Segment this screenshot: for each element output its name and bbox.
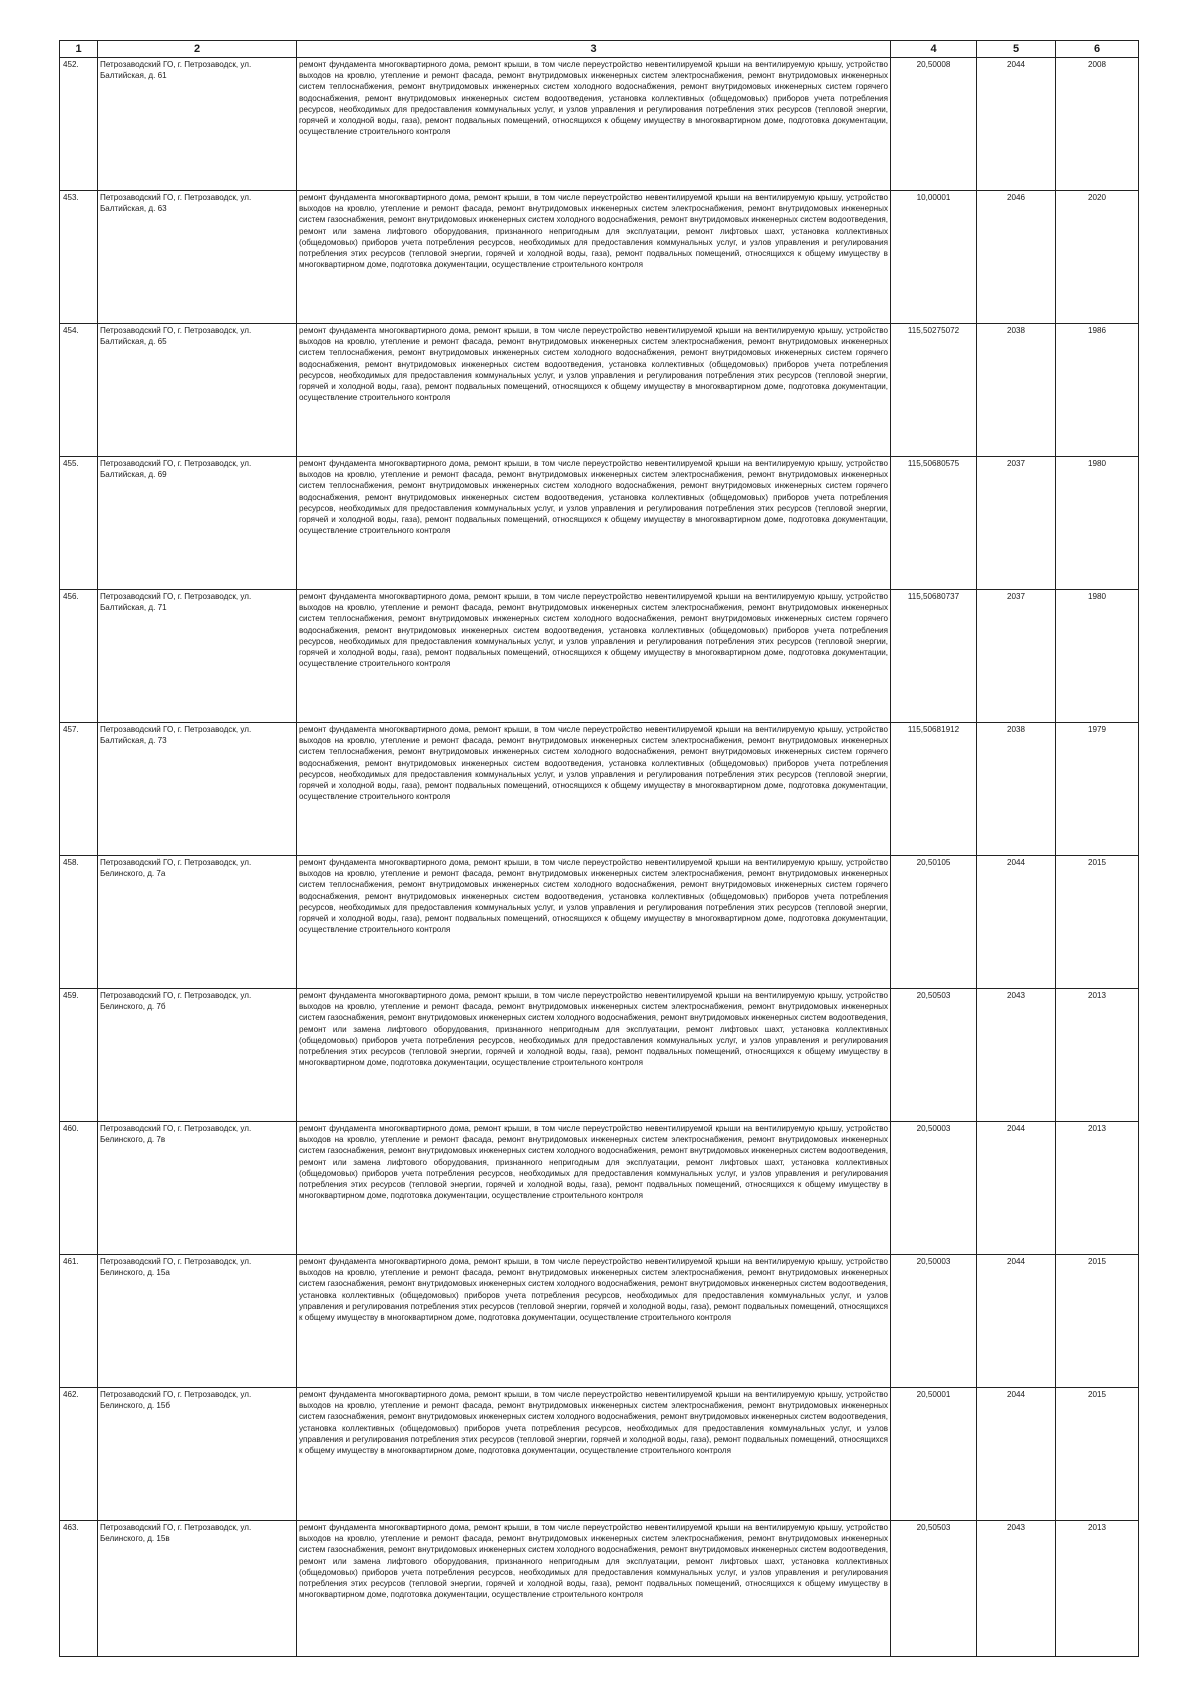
reference-year: 1980: [1056, 590, 1139, 723]
house-address: Петрозаводский ГО, г. Петрозаводск, ул. Балтийская, д. 65: [98, 324, 297, 457]
row-number: 460.: [60, 1122, 98, 1255]
capital-repair-table: [59, 40, 1139, 1657]
row-number: 452.: [60, 58, 98, 191]
repair-works: ремонт фундамента многоквартирного дома, ремонт крыши, в том числе переустройство невентилируемой крыши на вентилируемую крышу, устройство выходов на кровлю, утепление и ремонт фасада, ремонт внутридомовых инженерных систем электроснабжения, ремонт внутридомовых инженерных систем теплоснабжения, ремонт внутридомовых инженерных систем холодного водоснабжения, ремонт внутридомовых инженерных систем горячего водоснабжения, ремонт внутридомовых инженерных систем водоотведения, установка коллективных (общедомовых) приборов учета потребления ресурсов, необходимых для предоставления коммунальных услуг, и узлов управления и регулирования потребления этих ресурсов (тепловой энергии, горячей и холодной воды, газа), ремонт подвальных помещений, относящихся к общему имуществу в многоквартирном доме, подготовка документации, осуществление строительного контроля: [297, 58, 891, 191]
header-row: [60, 41, 1139, 58]
reference-year: 2013: [1056, 989, 1139, 1122]
row-number: 461.: [60, 1255, 98, 1388]
cost-value: 20,50503: [891, 989, 977, 1122]
reference-year: 1980: [1056, 457, 1139, 590]
cost-value: 20,50008: [891, 58, 977, 191]
row-number: 463.: [60, 1521, 98, 1657]
planned-year: 2038: [977, 723, 1056, 856]
planned-year: 2044: [977, 1255, 1056, 1388]
repair-works: ремонт фундамента многоквартирного дома, ремонт крыши, в том числе переустройство невентилируемой крыши на вентилируемую крышу, устройство выходов на кровлю, утепление и ремонт фасада, ремонт внутридомовых инженерных систем электроснабжения, ремонт внутридомовых инженерных систем теплоснабжения, ремонт внутридомовых инженерных систем холодного водоснабжения, ремонт внутридомовых инженерных систем горячего водоснабжения, ремонт внутридомовых инженерных систем водоотведения, установка коллективных (общедомовых) приборов учета потребления ресурсов, необходимых для предоставления коммунальных услуг, и узлов управления и регулирования потребления этих ресурсов (тепловой энергии, горячей и холодной воды, газа), ремонт подвальных помещений, относящихся к общему имуществу в многоквартирном доме, подготовка документации, осуществление строительного контроля: [297, 723, 891, 856]
row-number: 455.: [60, 457, 98, 590]
cost-value: 20,50003: [891, 1122, 977, 1255]
row-number: 454.: [60, 324, 98, 457]
reference-year: 2013: [1056, 1122, 1139, 1255]
planned-year: 2044: [977, 856, 1056, 989]
repair-works: ремонт фундамента многоквартирного дома, ремонт крыши, в том числе переустройство невентилируемой крыши на вентилируемую крышу, устройство выходов на кровлю, утепление и ремонт фасада, ремонт внутридомовых инженерных систем электроснабжения, ремонт внутридомовых инженерных систем теплоснабжения, ремонт внутридомовых инженерных систем холодного водоснабжения, ремонт внутридомовых инженерных систем горячего водоснабжения, ремонт внутридомовых инженерных систем водоотведения, установка коллективных (общедомовых) приборов учета потребления ресурсов, необходимых для предоставления коммунальных услуг, и узлов управления и регулирования потребления этих ресурсов (тепловой энергии, горячей и холодной воды, газа), ремонт подвальных помещений, относящихся к общему имуществу в многоквартирном доме, подготовка документации, осуществление строительного контроля: [297, 590, 891, 723]
repair-works: ремонт фундамента многоквартирного дома, ремонт крыши, в том числе переустройство невентилируемой крыши на вентилируемую крышу, устройство выходов на кровлю, утепление и ремонт фасада, ремонт внутридомовых инженерных систем электроснабжения, ремонт внутридомовых инженерных систем теплоснабжения, ремонт внутридомовых инженерных систем холодного водоснабжения, ремонт внутридомовых инженерных систем горячего водоснабжения, ремонт внутридомовых инженерных систем водоотведения, установка коллективных (общедомовых) приборов учета потребления ресурсов, необходимых для предоставления коммунальных услуг, и узлов управления и регулирования потребления этих ресурсов (тепловой энергии, горячей и холодной воды, газа), ремонт подвальных помещений, относящихся к общему имуществу в многоквартирном доме, подготовка документации, осуществление строительного контроля: [297, 856, 891, 989]
cost-value: 20,50003: [891, 1255, 977, 1388]
table-row: [60, 58, 1139, 191]
row-number: 462.: [60, 1388, 98, 1521]
repair-works: ремонт фундамента многоквартирного дома, ремонт крыши, в том числе переустройство невентилируемой крыши на вентилируемую крышу, устройство выходов на кровлю, утепление и ремонт фасада, ремонт внутридомовых инженерных систем электроснабжения, ремонт внутридомовых инженерных систем газоснабжения, ремонт внутридомовых инженерных систем холодного водоснабжения, ремонт внутридомовых инженерных систем водоотведения, ремонт или замена лифтового оборудования, признанного непригодным для эксплуатации, ремонт лифтовых шахт, установка коллективных (общедомовых) приборов учета потребления ресурсов, необходимых для предоставления коммунальных услуг, и узлов управления и регулирования потребления этих ресурсов (тепловой энергии, горячей и холодной воды, газа), ремонт подвальных помещений, относящихся к общему имуществу в многоквартирном доме, подготовка документации, осуществление строительного контроля: [297, 1521, 891, 1657]
table-row: [60, 989, 1139, 1122]
house-address: Петрозаводский ГО, г. Петрозаводск, ул. Белинского, д. 15в: [98, 1521, 297, 1657]
cost-value: 20,50105: [891, 856, 977, 989]
house-address: Петрозаводский ГО, г. Петрозаводск, ул. Белинского, д. 7в: [98, 1122, 297, 1255]
row-number: 453.: [60, 191, 98, 324]
cost-value: 20,50503: [891, 1521, 977, 1657]
reference-year: 2020: [1056, 191, 1139, 324]
repair-works: ремонт фундамента многоквартирного дома, ремонт крыши, в том числе переустройство невентилируемой крыши на вентилируемую крышу, устройство выходов на кровлю, утепление и ремонт фасада, ремонт внутридомовых инженерных систем электроснабжения, ремонт внутридомовых инженерных систем газоснабжения, ремонт внутридомовых инженерных систем холодного водоснабжения, ремонт внутридомовых инженерных систем водоотведения, установка коллективных (общедомовых) приборов учета потребления ресурсов, необходимых для предоставления коммунальных услуг, и узлов управления и регулирования потребления этих ресурсов (тепловой энергии, горячей и холодной воды, газа), ремонт подвальных помещений, относящихся к общему имуществу в многоквартирном доме, подготовка документации, осуществление строительного контроля: [297, 1255, 891, 1388]
house-address: Петрозаводский ГО, г. Петрозаводск, ул. Белинского, д. 15а: [98, 1255, 297, 1388]
cost-value: 115,50680737: [891, 590, 977, 723]
table-row: [60, 191, 1139, 324]
house-address: Петрозаводский ГО, г. Петрозаводск, ул. Белинского, д. 7б: [98, 989, 297, 1122]
planned-year: 2044: [977, 1122, 1056, 1255]
column-header-5: 5: [977, 41, 1056, 58]
house-address: Петрозаводский ГО, г. Петрозаводск, ул. Балтийская, д. 69: [98, 457, 297, 590]
planned-year: 2044: [977, 58, 1056, 191]
table-row: [60, 1388, 1139, 1521]
planned-year: 2044: [977, 1388, 1056, 1521]
planned-year: 2037: [977, 590, 1056, 723]
house-address: Петрозаводский ГО, г. Петрозаводск, ул. Белинского, д. 7а: [98, 856, 297, 989]
house-address: Петрозаводский ГО, г. Петрозаводск, ул. Балтийская, д. 61: [98, 58, 297, 191]
reference-year: 2008: [1056, 58, 1139, 191]
row-number: 459.: [60, 989, 98, 1122]
column-header-4: 4: [891, 41, 977, 58]
row-number: 456.: [60, 590, 98, 723]
planned-year: 2043: [977, 989, 1056, 1122]
repair-works: ремонт фундамента многоквартирного дома, ремонт крыши, в том числе переустройство невентилируемой крыши на вентилируемую крышу, устройство выходов на кровлю, утепление и ремонт фасада, ремонт внутридомовых инженерных систем электроснабжения, ремонт внутридомовых инженерных систем газоснабжения, ремонт внутридомовых инженерных систем холодного водоснабжения, ремонт внутридомовых инженерных систем водоотведения, ремонт или замена лифтового оборудования, признанного непригодным для эксплуатации, ремонт лифтовых шахт, установка коллективных (общедомовых) приборов учета потребления ресурсов, необходимых для предоставления коммунальных услуг, и узлов управления и регулирования потребления этих ресурсов (тепловой энергии, горячей и холодной воды, газа), ремонт подвальных помещений, относящихся к общему имуществу в многоквартирном доме, подготовка документации, осуществление строительного контроля: [297, 989, 891, 1122]
house-address: Петрозаводский ГО, г. Петрозаводск, ул. Балтийская, д. 73: [98, 723, 297, 856]
repair-works: ремонт фундамента многоквартирного дома, ремонт крыши, в том числе переустройство невентилируемой крыши на вентилируемую крышу, устройство выходов на кровлю, утепление и ремонт фасада, ремонт внутридомовых инженерных систем электроснабжения, ремонт внутридомовых инженерных систем теплоснабжения, ремонт внутридомовых инженерных систем холодного водоснабжения, ремонт внутридомовых инженерных систем горячего водоснабжения, ремонт внутридомовых инженерных систем водоотведения, установка коллективных (общедомовых) приборов учета потребления ресурсов, необходимых для предоставления коммунальных услуг, и узлов управления и регулирования потребления этих ресурсов (тепловой энергии, горячей и холодной воды, газа), ремонт подвальных помещений, относящихся к общему имуществу в многоквартирном доме, подготовка документации, осуществление строительного контроля: [297, 457, 891, 590]
table-row: [60, 723, 1139, 856]
column-header-1: 1: [60, 41, 98, 58]
column-header-6: 6: [1056, 41, 1139, 58]
table-row: [60, 1122, 1139, 1255]
reference-year: 1986: [1056, 324, 1139, 457]
column-header-3: 3: [297, 41, 891, 58]
table-row: [60, 856, 1139, 989]
column-header-2: 2: [98, 41, 297, 58]
planned-year: 2037: [977, 457, 1056, 590]
row-number: 457.: [60, 723, 98, 856]
reference-year: 2015: [1056, 856, 1139, 989]
table-row: [60, 1521, 1139, 1657]
repair-works: ремонт фундамента многоквартирного дома, ремонт крыши, в том числе переустройство невентилируемой крыши на вентилируемую крышу, устройство выходов на кровлю, утепление и ремонт фасада, ремонт внутридомовых инженерных систем электроснабжения, ремонт внутридомовых инженерных систем газоснабжения, ремонт внутридомовых инженерных систем холодного водоснабжения, ремонт внутридомовых инженерных систем водоотведения, ремонт или замена лифтового оборудования, признанного непригодным для эксплуатации, ремонт лифтовых шахт, установка коллективных (общедомовых) приборов учета потребления ресурсов, необходимых для предоставления коммунальных услуг, и узлов управления и регулирования потребления этих ресурсов (тепловой энергии, горячей и холодной воды, газа), ремонт подвальных помещений, относящихся к общему имуществу в многоквартирном доме, подготовка документации, осуществление строительного контроля: [297, 191, 891, 324]
table-row: [60, 324, 1139, 457]
repair-works: ремонт фундамента многоквартирного дома, ремонт крыши, в том числе переустройство невентилируемой крыши на вентилируемую крышу, устройство выходов на кровлю, утепление и ремонт фасада, ремонт внутридомовых инженерных систем электроснабжения, ремонт внутридомовых инженерных систем газоснабжения, ремонт внутридомовых инженерных систем холодного водоснабжения, ремонт внутридомовых инженерных систем водоотведения, установка коллективных (общедомовых) приборов учета потребления ресурсов, необходимых для предоставления коммунальных услуг, и узлов управления и регулирования потребления этих ресурсов (тепловой энергии, горячей и холодной воды, газа), ремонт подвальных помещений, относящихся к общему имуществу в многоквартирном доме, подготовка документации, осуществление строительного контроля: [297, 1388, 891, 1521]
document-page: [59, 40, 1138, 1657]
reference-year: 1979: [1056, 723, 1139, 856]
cost-value: 115,50680575: [891, 457, 977, 590]
table-row: [60, 457, 1139, 590]
planned-year: 2046: [977, 191, 1056, 324]
planned-year: 2043: [977, 1521, 1056, 1657]
cost-value: 20,50001: [891, 1388, 977, 1521]
table-row: [60, 1255, 1139, 1388]
repair-works: ремонт фундамента многоквартирного дома, ремонт крыши, в том числе переустройство невентилируемой крыши на вентилируемую крышу, устройство выходов на кровлю, утепление и ремонт фасада, ремонт внутридомовых инженерных систем электроснабжения, ремонт внутридомовых инженерных систем газоснабжения, ремонт внутридомовых инженерных систем холодного водоснабжения, ремонт внутридомовых инженерных систем водоотведения, ремонт или замена лифтового оборудования, признанного непригодным для эксплуатации, ремонт лифтовых шахт, установка коллективных (общедомовых) приборов учета потребления ресурсов, необходимых для предоставления коммунальных услуг, и узлов управления и регулирования потребления этих ресурсов (тепловой энергии, горячей и холодной воды, газа), ремонт подвальных помещений, относящихся к общему имуществу в многоквартирном доме, подготовка документации, осуществление строительного контроля: [297, 1122, 891, 1255]
repair-works: ремонт фундамента многоквартирного дома, ремонт крыши, в том числе переустройство невентилируемой крыши на вентилируемую крышу, устройство выходов на кровлю, утепление и ремонт фасада, ремонт внутридомовых инженерных систем электроснабжения, ремонт внутридомовых инженерных систем теплоснабжения, ремонт внутридомовых инженерных систем холодного водоснабжения, ремонт внутридомовых инженерных систем горячего водоснабжения, ремонт внутридомовых инженерных систем водоотведения, установка коллективных (общедомовых) приборов учета потребления ресурсов, необходимых для предоставления коммунальных услуг, и узлов управления и регулирования потребления этих ресурсов (тепловой энергии, горячей и холодной воды, газа), ремонт подвальных помещений, относящихся к общему имуществу в многоквартирном доме, подготовка документации, осуществление строительного контроля: [297, 324, 891, 457]
reference-year: 2015: [1056, 1388, 1139, 1521]
house-address: Петрозаводский ГО, г. Петрозаводск, ул. Белинского, д. 15б: [98, 1388, 297, 1521]
house-address: Петрозаводский ГО, г. Петрозаводск, ул. Балтийская, д. 71: [98, 590, 297, 723]
cost-value: 115,50681912: [891, 723, 977, 856]
cost-value: 115,50275072: [891, 324, 977, 457]
reference-year: 2013: [1056, 1521, 1139, 1657]
house-address: Петрозаводский ГО, г. Петрозаводск, ул. Балтийская, д. 63: [98, 191, 297, 324]
planned-year: 2038: [977, 324, 1056, 457]
reference-year: 2015: [1056, 1255, 1139, 1388]
row-number: 458.: [60, 856, 98, 989]
table-row: [60, 590, 1139, 723]
cost-value: 10,00001: [891, 191, 977, 324]
